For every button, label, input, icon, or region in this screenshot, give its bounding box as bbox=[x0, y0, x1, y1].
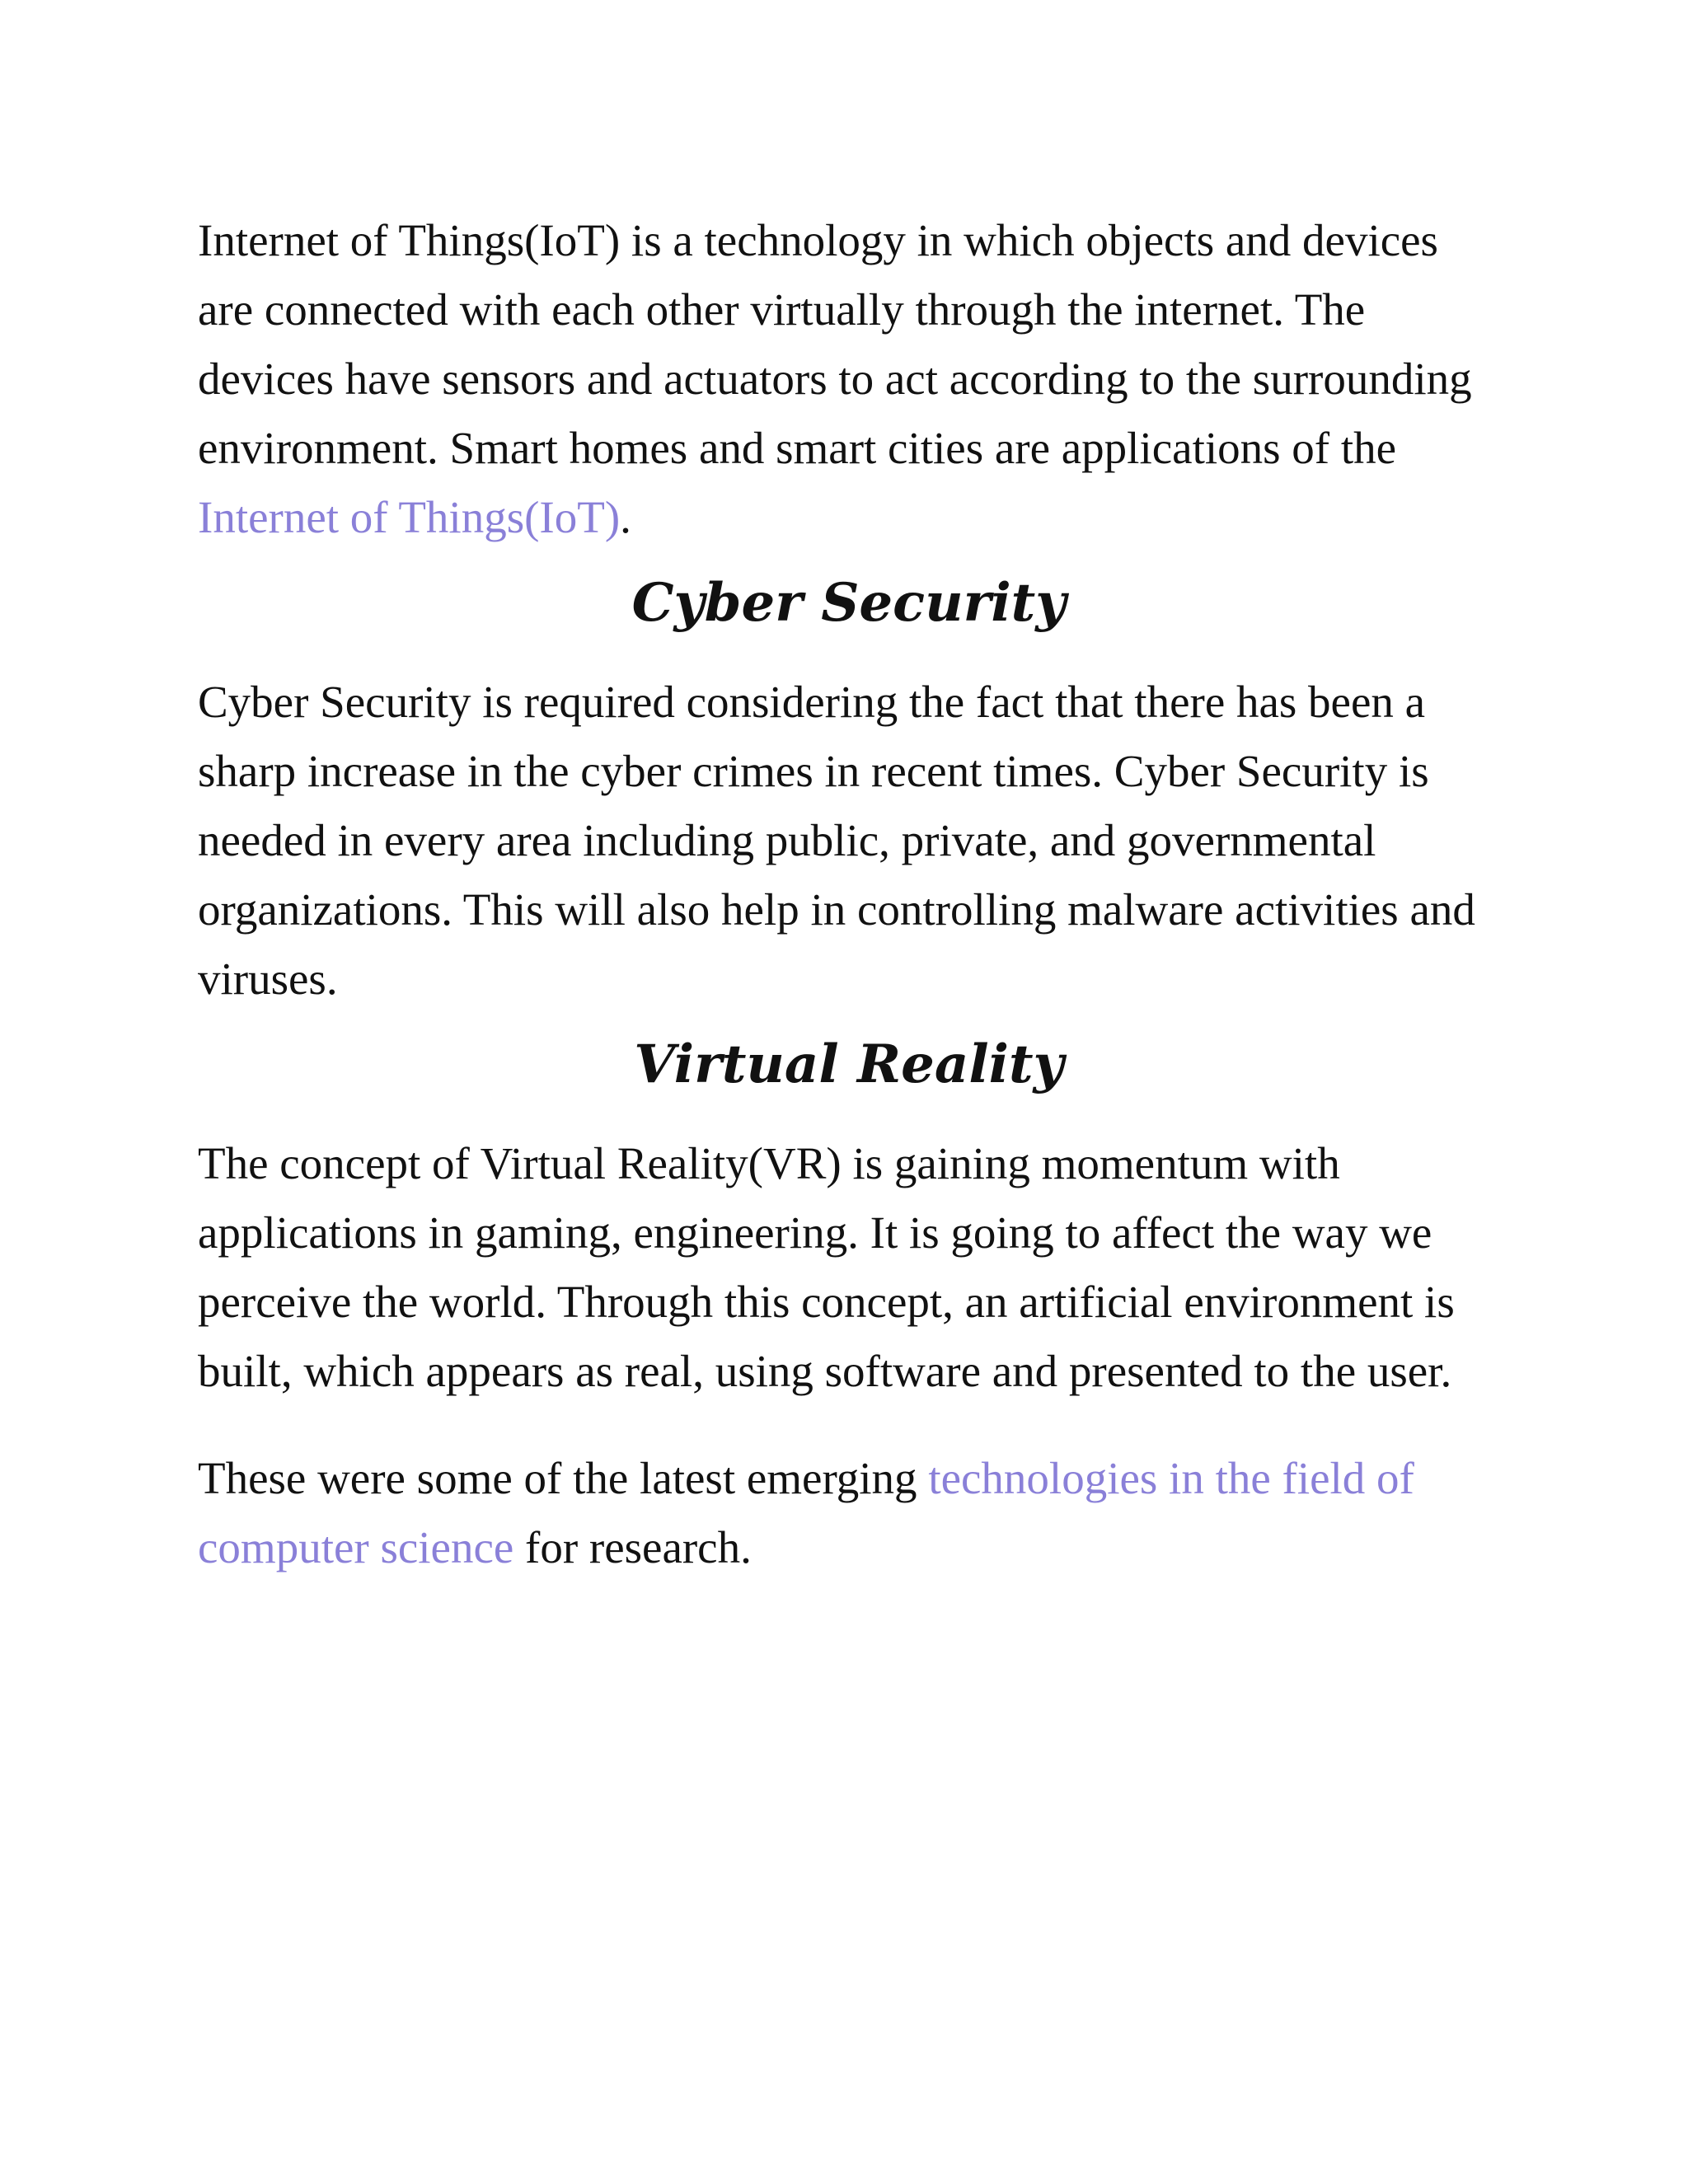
document-page bbox=[198, 206, 1500, 1582]
iot-paragraph-end: . bbox=[620, 492, 631, 542]
iot-paragraph-text: Internet of Things(IoT) is a technology in which objects and devices are connected with each other virtually through the internet. The devices have sensors and actuators to act according to the surrounding environment. Smart homes and smart cities are applications of the bbox=[198, 215, 1472, 473]
iot-paragraph bbox=[198, 206, 1500, 552]
closing-text-before: These were some of the latest emerging bbox=[198, 1453, 929, 1503]
iot-link[interactable]: Internet of Things(IoT) bbox=[198, 492, 621, 542]
closing-paragraph bbox=[198, 1444, 1500, 1582]
technologies-link[interactable]: technologies in the field of computer science bbox=[198, 1453, 1414, 1572]
cyber-security-paragraph: Cyber Security is required considering the fact that there has been a sharp increase in the cyber crimes in recent times. Cyber Security is needed in every area including public, private, and governmental organizations. This will also help in controlling malware activities and viruses. bbox=[198, 677, 1475, 1004]
closing-text-after: for research. bbox=[513, 1522, 752, 1572]
cyber-security-heading: Cyber Security bbox=[631, 572, 1067, 634]
virtual-reality-heading: Virtual Reality bbox=[634, 1033, 1064, 1095]
virtual-reality-paragraph: The concept of Virtual Reality(VR) is gaining momentum with applications in gaming, engineering. It is going to affect the way we perceive the world. Through this concept, an artificial environment is built, which appears as real, using software and presented to the user. bbox=[198, 1138, 1455, 1396]
